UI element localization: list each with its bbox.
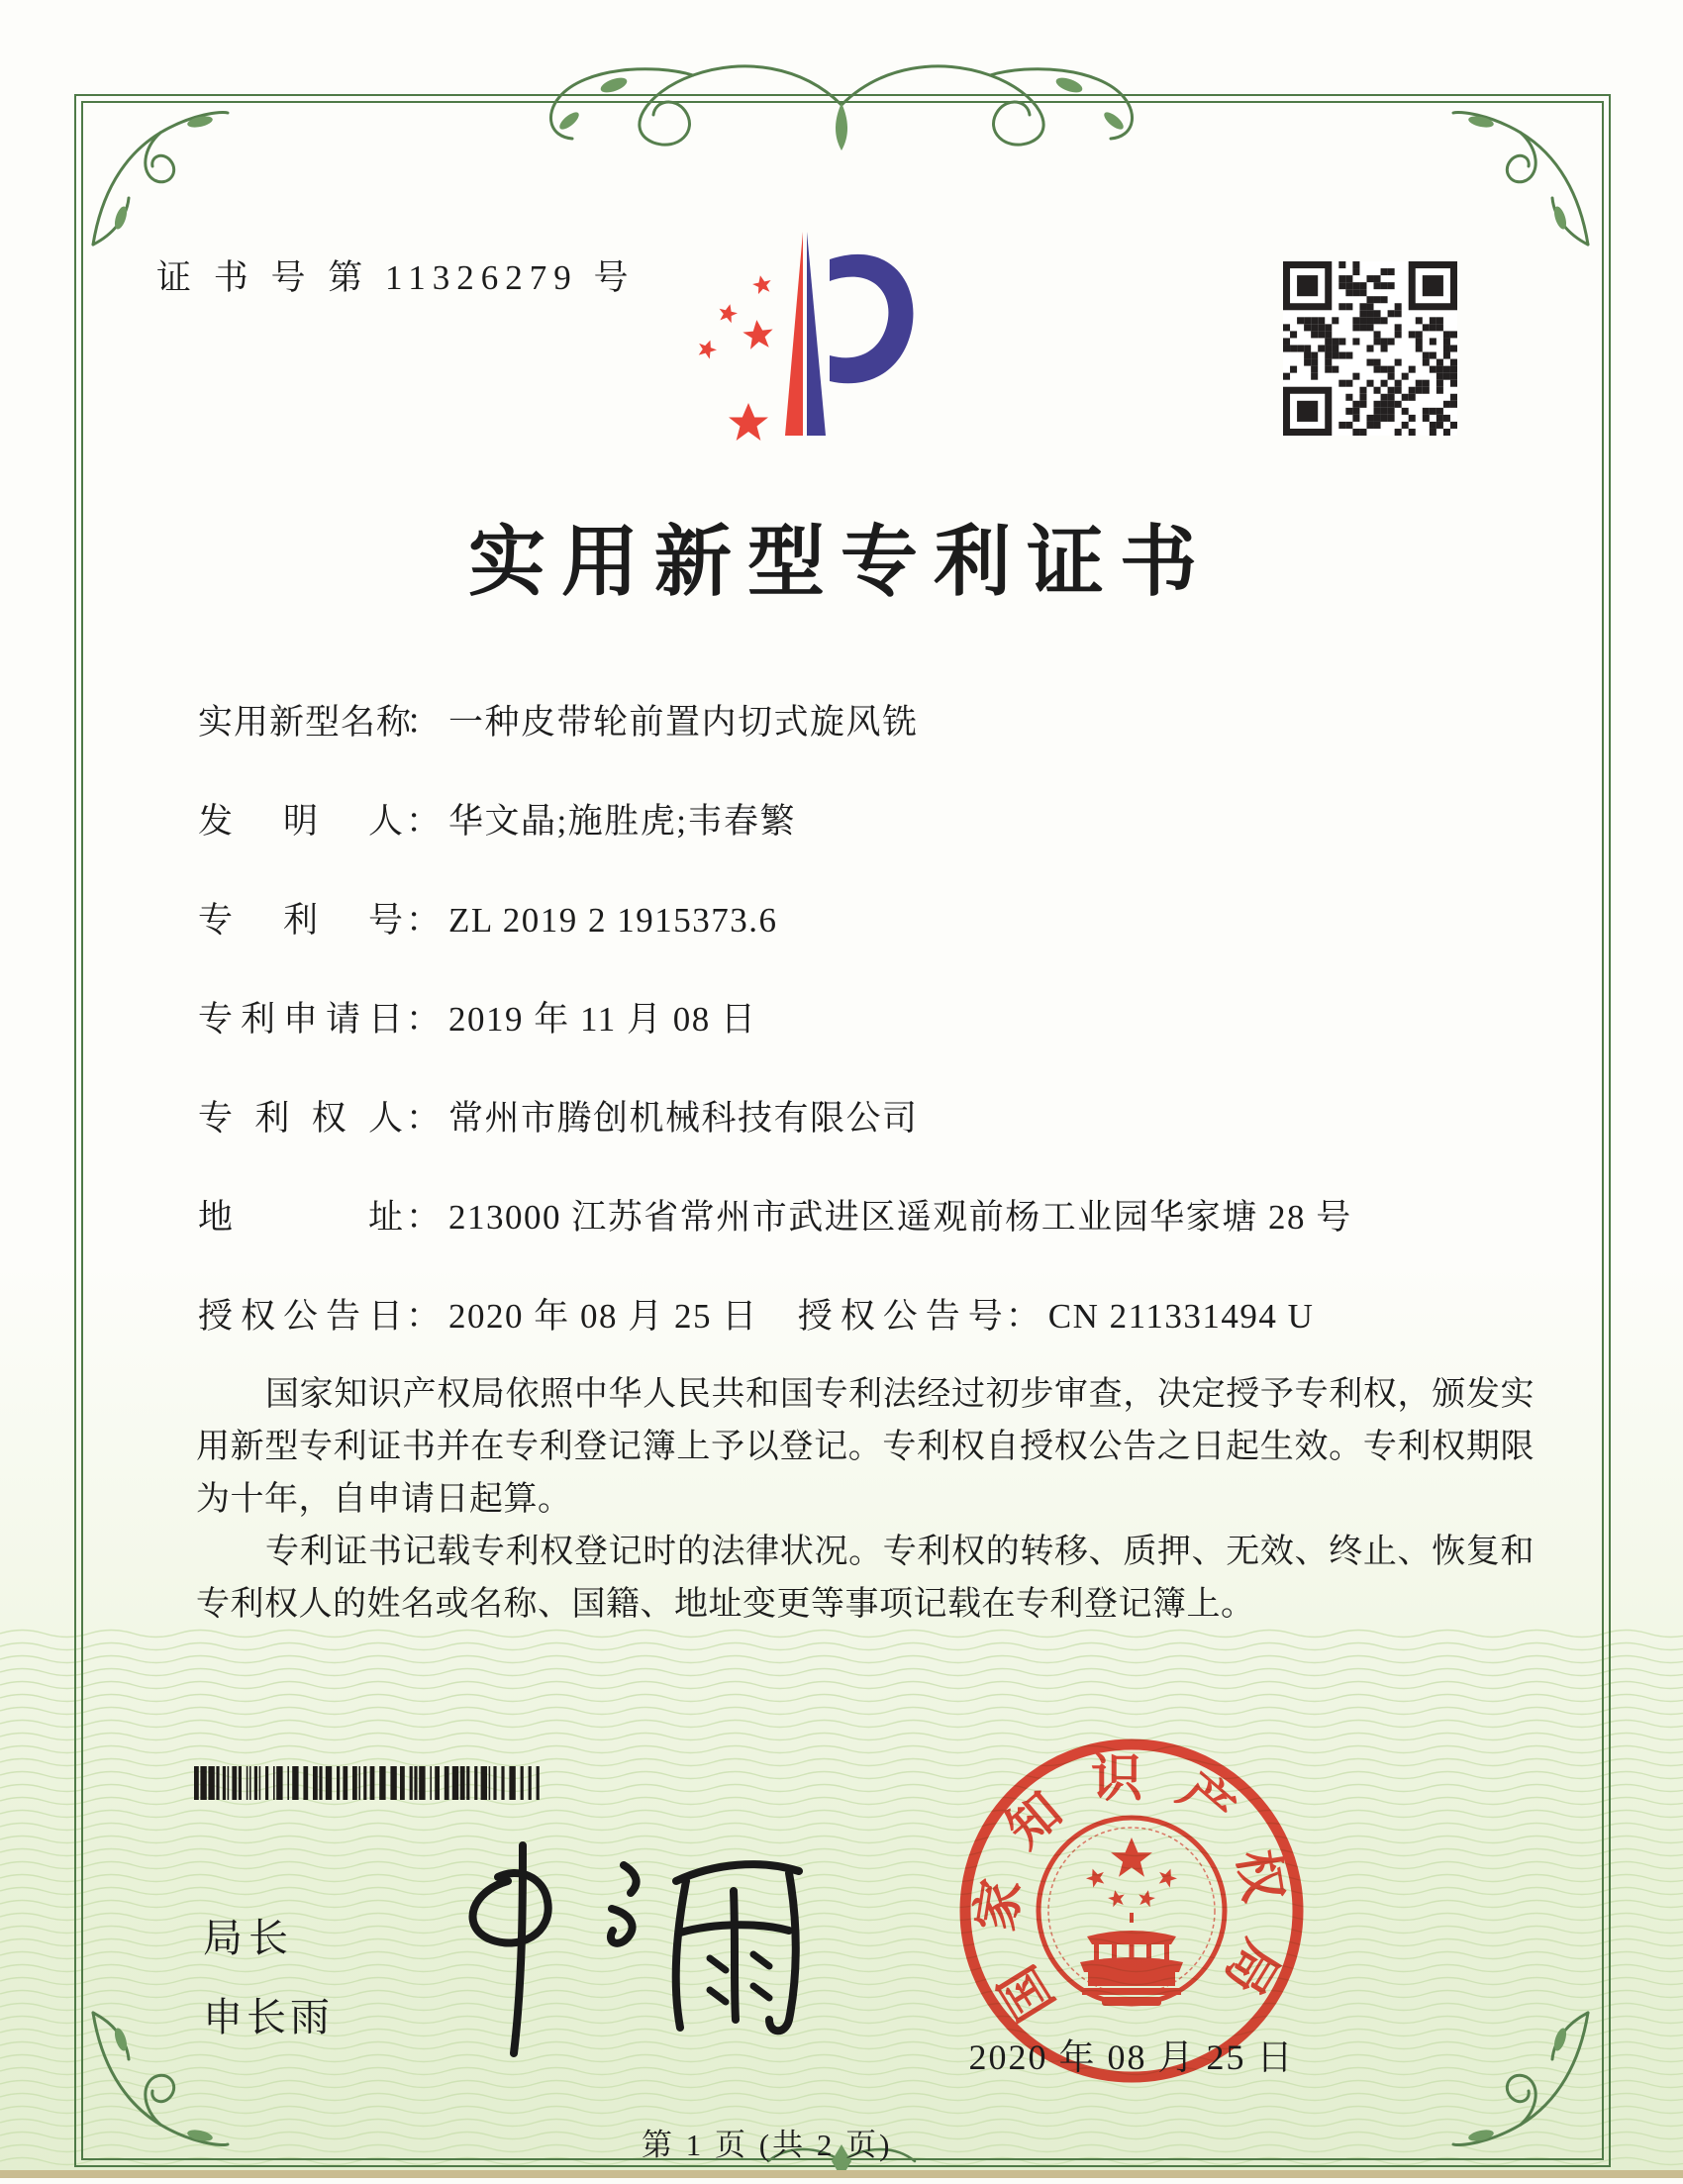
page-number-footer: 第 1 页 (共 2 页) bbox=[642, 2128, 893, 2162]
field-row-grant bbox=[198, 1289, 1314, 1339]
field-value: CN 211331494 U bbox=[1047, 1297, 1315, 1336]
field-colon: ： bbox=[406, 703, 442, 742]
signature-script bbox=[421, 1830, 817, 2062]
field-label: 授权公告号 bbox=[797, 1297, 1004, 1336]
field-colon: ： bbox=[406, 1099, 442, 1138]
field-label: 发明人 bbox=[198, 802, 404, 841]
field-label: 地址 bbox=[198, 1198, 404, 1237]
field-value: 华文晶;施胜虎;韦春繁 bbox=[448, 802, 796, 841]
field-label: 专利申请日 bbox=[198, 1000, 404, 1039]
grant-number-pair bbox=[798, 1297, 1315, 1336]
corner-ornament-bottom-right bbox=[1449, 2008, 1598, 2156]
page-bottom-edge bbox=[0, 2170, 1683, 2178]
legal-text-section bbox=[196, 1368, 1534, 1631]
field-row-filing-date bbox=[198, 992, 756, 1042]
issuer-name-label: 申长雨 bbox=[203, 1995, 334, 2039]
legal-paragraph-2: 专利证书记载专利权登记时的法律状况。专利权的转移、质押、无效、终止、恢复和专利权人的姓名或名称、国籍、地址变更等事项记载在专利登记簿上。 bbox=[196, 1534, 1534, 1623]
field-colon: ： bbox=[1005, 1297, 1040, 1336]
certificate-number: 证 书 号 第 11326279 号 bbox=[156, 258, 636, 297]
field-value: 一种皮带轮前置内切式旋风铣 bbox=[448, 703, 919, 742]
field-value: 2019 年 11 月 08 日 bbox=[448, 1000, 757, 1039]
field-value: 213000 江苏省常州市武进区遥观前杨工业园华家塘 28 号 bbox=[448, 1198, 1352, 1237]
field-colon: ： bbox=[406, 1198, 442, 1237]
field-colon: ： bbox=[406, 1297, 442, 1336]
corner-ornament-top-left bbox=[83, 101, 232, 249]
field-row-patent-number bbox=[198, 893, 777, 943]
field-value: 2020 年 08 月 25 日 bbox=[448, 1297, 758, 1336]
field-label: 实用新型名称 bbox=[198, 703, 413, 742]
field-value: ZL 2019 2 1915373.6 bbox=[448, 901, 778, 940]
field-colon: ： bbox=[406, 901, 442, 940]
field-row-patentee bbox=[198, 1091, 919, 1141]
seal-ring-text: 国家知识产权局 bbox=[967, 1751, 1296, 2030]
field-value: 常州市腾创机械科技有限公司 bbox=[448, 1099, 919, 1138]
top-border-ornament bbox=[465, 46, 1218, 164]
seal-date: 2020 年 08 月 25 日 bbox=[968, 2037, 1295, 2077]
field-label: 专利号 bbox=[198, 901, 404, 940]
field-row-utility-model-name bbox=[198, 695, 919, 745]
qr-code bbox=[1283, 261, 1457, 436]
field-row-inventors bbox=[198, 794, 796, 844]
field-label: 授权公告日 bbox=[198, 1297, 404, 1336]
cnipa-logo-icon bbox=[683, 220, 931, 472]
issuer-role-label: 局长 bbox=[203, 1916, 294, 1960]
certificate-title: 实用新型专利证书 bbox=[467, 519, 1213, 605]
field-colon: ： bbox=[406, 802, 442, 841]
national-emblem-icon bbox=[1039, 1818, 1225, 2006]
legal-paragraph-1: 国家知识产权局依照中华人民共和国专利法经过初步审查，决定授予专利权，颁发实用新型专利证书并在专利登记簿上予以登记。专利权自授权公告之日起生效。专利权期限为十年，自申请日起算。 bbox=[196, 1376, 1534, 1518]
field-row-address bbox=[198, 1190, 1352, 1240]
field-colon: ： bbox=[406, 1000, 442, 1039]
field-label: 专利权人 bbox=[198, 1099, 404, 1138]
barcode bbox=[194, 1766, 543, 1800]
corner-ornament-top-right bbox=[1449, 101, 1598, 249]
